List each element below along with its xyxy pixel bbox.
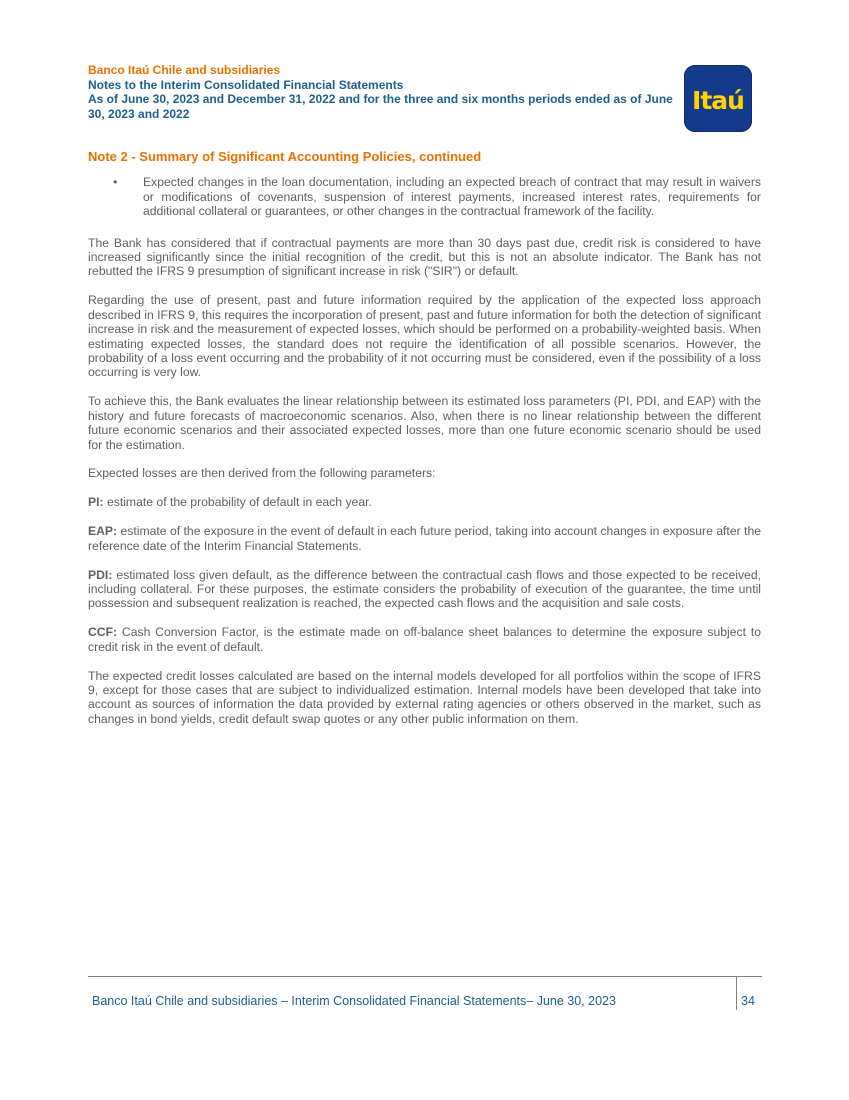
itau-logo <box>684 65 752 132</box>
statement-period: As of June 30, 2023 and December 31, 2022 and for the three and six months periods ended as of June 30, 2023 and 2022 <box>88 92 673 121</box>
definition-term: PDI: <box>88 567 113 582</box>
paragraph-parameters-intro: Expected losses are then derived from the following parameters: <box>88 466 436 481</box>
paragraph-past-due: The Bank has considered that if contractual payments are more than 30 days past due, credit risk is considered to have increased significantly since the initial recognition of the credit, but this is not an absolute indicator. The Bank has not rebutted the IFRS 9 presumption of significant increase in risk ("SIR") or default. <box>88 235 761 279</box>
definition-term: EAP: <box>88 524 118 539</box>
definition-term: PI: <box>88 495 104 510</box>
definition-pi <box>88 495 761 509</box>
definition-pdi <box>88 568 761 611</box>
footer-rule <box>88 976 762 977</box>
logo-text: Itaú <box>692 86 744 115</box>
definition-ccf <box>88 625 761 654</box>
footer-divider <box>736 976 737 1010</box>
paragraph-internal-models: The expected credit losses calculated are based on the internal models developed for all portfolios within the scope of IFRS 9, except for those cases that are subject to individualized estimation. Internal models have been developed that take into account as sources of information the data provided by external rating agencies or others observed in the market, such as changes in bond yields, credit default swap quotes or any other public information on them. <box>88 668 761 726</box>
definition-text: estimate of the exposure in the event of default in each future period, taking into account changes in exposure after the reference date of the Interim Financial Statements. <box>88 524 761 553</box>
bullet-icon: • <box>113 175 118 190</box>
paragraph-linear-relationship: To achieve this, the Bank evaluates the linear relationship between its estimated loss parameters (PI, PDI, and EAP) with the history and future forecasts of macroeconomic scenarios. Also, when there is no linear relationship between the different future economic scenarios and their associated expected losses, more than one future economic scenario should be used for the estimation. <box>88 394 761 452</box>
page-number: 34 <box>741 994 755 1008</box>
page-content <box>88 150 761 741</box>
paragraph-forward-information: Regarding the use of present, past and future information required by the application of the expected loss approach described in IFRS 9, this requires the incorporation of present, past and future information for both the detection of significant increase in risk and the measurement of expected losses, which should be performed on a probability-weighted basis. When estimating expected losses, the standard does not require the identification of all possible scenarios. However, the probability of a loss event occurring and the probability of it not occurring must be considered, even if the possibility of a loss occurring is very low. <box>88 293 761 380</box>
statement-title: Notes to the Interim Consolidated Financial Statements <box>88 77 404 92</box>
page-header <box>88 63 678 121</box>
note-title: Note 2 - Summary of Significant Accounting Policies, continued <box>88 149 482 164</box>
company-name: Banco Itaú Chile and subsidiaries <box>88 63 281 77</box>
definition-text: estimated loss given default, as the difference between the contractual cash flows and those expected to be received, including collateral. For these purposes, the estimate considers the probability of execution of the guarantee, the time until possession and subsequent realization is reached, the expected cash flows and the acquisition and sale costs. <box>88 567 761 611</box>
definition-text: estimate of the probability of default in each year. <box>103 495 372 510</box>
bullet-item <box>88 175 761 218</box>
definition-term: CCF: <box>88 625 118 640</box>
bullet-text: Expected changes in the loan documentation, including an expected breach of contract that may result in waivers or modifications of covenants, suspension of interest payments, increased interest rates, requirements for additional collateral or guarantees, or other changes in the contractual framework of the facility. <box>143 175 761 219</box>
footer-text: Banco Itaú Chile and subsidiaries – Interim Consolidated Financial Statements– June 30, 2023 <box>92 994 616 1008</box>
definition-eap <box>88 524 761 553</box>
definition-text: Cash Conversion Factor, is the estimate made on off-balance sheet balances to determine the exposure subject to credit risk in the event of default. <box>88 625 761 654</box>
